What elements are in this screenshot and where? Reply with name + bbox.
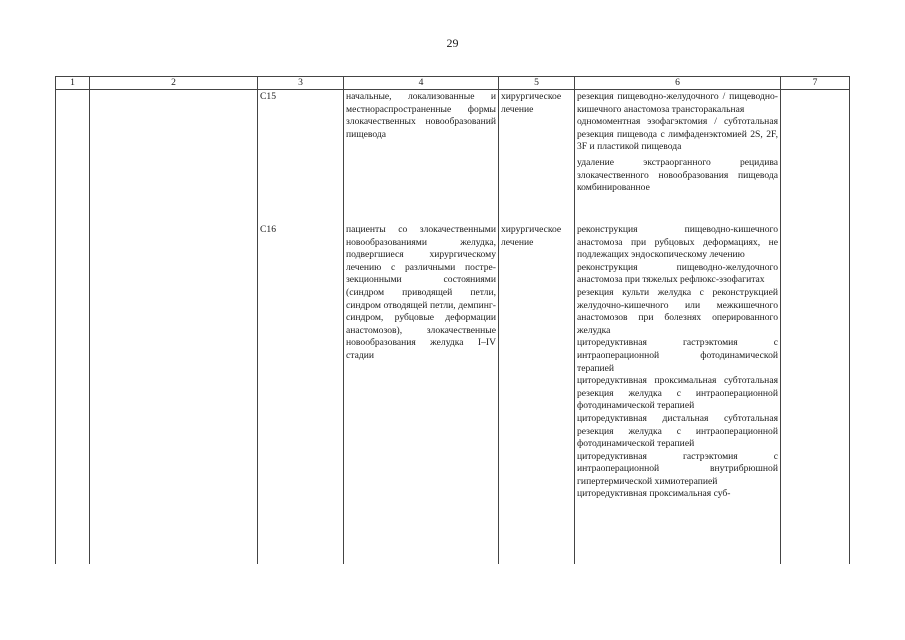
treatment-method: резекция культи желудка с реконструкцией желудочно-кишечного или межкишечного анастомозов при болезнях оперированного желудка (577, 286, 778, 336)
row-cell-index (56, 90, 90, 224)
treatment-method: одномоментная эзофагэктомия / субтотальная резекция пищевода с лимфаденэктомией 2S, 2F, 3F и пластикой пищевода (577, 116, 778, 153)
row-cell-profile (90, 90, 258, 224)
column-number-4: 4 (344, 77, 499, 90)
treatment-type: хирургическое лечение (499, 223, 575, 564)
column-number-1: 1 (56, 77, 90, 90)
treatment-method: циторедуктивная гастрэктомия с интраоперационной внутрибрюшной гипертермической химиотерапией (577, 450, 778, 487)
table-row (56, 90, 850, 224)
icd-code: C15 (258, 90, 344, 224)
treatment-method: удаление экстраорганного рецидива злокачественного новообразования пищевода комбинированное (577, 156, 778, 194)
treatment-method: реконструкция пищеводно-желудочного анастомоза при тяжелых рефлюкс-эзофагитах (577, 261, 778, 286)
column-number-3: 3 (258, 77, 344, 90)
treatment-type: хирургическое лечение (499, 90, 575, 224)
page-number: 29 (446, 36, 459, 50)
column-number-7: 7 (781, 77, 850, 90)
treatment-method: резекция пищеводно-желудочного / пищеводно-кишечного анастомоза трансторакальная (577, 91, 778, 115)
column-number-5: 5 (499, 77, 575, 90)
treatment-method: циторедуктивная гастрэктомия с интраоперационной фотодинамической терапией (577, 337, 778, 374)
row-cell-index (56, 223, 90, 564)
row-cell-standard (781, 223, 850, 564)
column-number-header-row (56, 77, 850, 90)
column-number-2: 2 (90, 77, 258, 90)
row-cell-standard (781, 90, 850, 224)
treatment-methods (575, 90, 781, 224)
icd-code: C16 (258, 223, 344, 564)
table-row (56, 223, 850, 564)
treatment-method: циторедуктивная проксимальная субтотальная резекция желудка с интраоперационной фотодинамической терапией (577, 375, 778, 412)
treatment-methods (575, 223, 781, 564)
medical-care-table (55, 76, 850, 564)
treatment-method: циторедуктивная проксимальная суб- (577, 488, 731, 500)
patient-model: пациенты со злокачественными новообразованиями желудка, подвергшиеся хирургическому лечению с различными пострезекционными состояниями (синдром приводящей петли, синдром отводящей петли, демпинг-синдром, рубцовые деформации анастомозов), злокачественные новообразования желудка I–IV стадии (344, 223, 499, 564)
row-cell-profile (90, 223, 258, 564)
treatment-method: реконструкция пищеводно-кишечного анастомоза при рубцовых деформациях, не подлежащих эндоскопическому лечению (577, 224, 778, 261)
patient-model: начальные, локализованные и местнораспространенные формы злокачественных новообразований пищевода (344, 90, 499, 224)
treatment-method: циторедуктивная дистальная субтотальная резекция желудка с интраоперационной фотодинамической терапией (577, 412, 778, 450)
column-number-6: 6 (575, 77, 781, 90)
